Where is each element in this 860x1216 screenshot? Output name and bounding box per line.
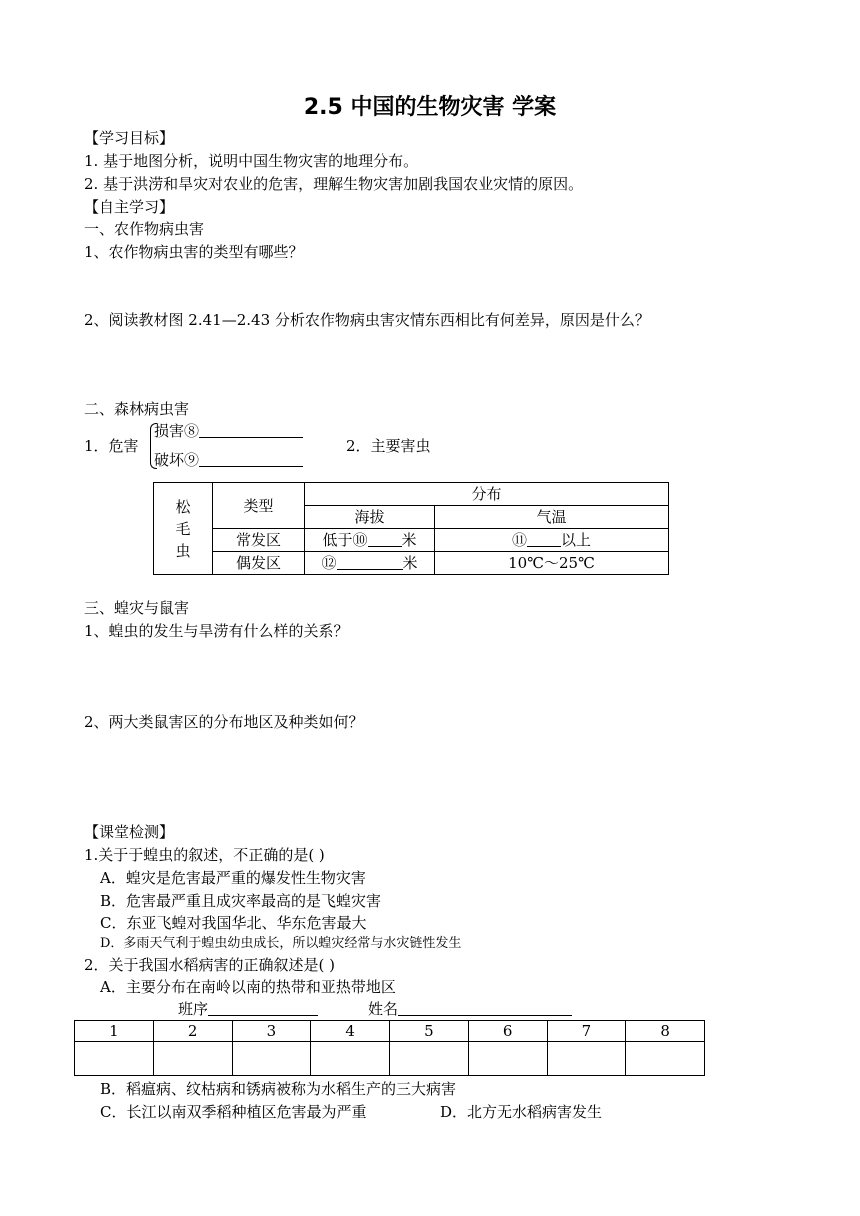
row-2-alt: [305, 552, 435, 575]
check-q2-option-a: A．主要分布在南岭以南的热带和亚热带地区: [100, 978, 396, 996]
answer-col-header: 6: [468, 1021, 547, 1042]
blank-8[interactable]: [199, 423, 303, 438]
section-3-title: 三、蝗灾与鼠害: [84, 599, 190, 617]
pest-label: 2．主要害虫: [346, 437, 431, 455]
harm-item-a: [154, 421, 303, 441]
check-q1-option-d: D．多雨天气利于蝗虫幼虫成长，所以蝗灾经常与水灾链性发生: [100, 936, 462, 951]
name-input[interactable]: [398, 1001, 572, 1016]
row-label-char-2: 毛: [175, 519, 191, 538]
harm-label: 1．危害: [84, 437, 139, 455]
answer-col-header: 1: [75, 1021, 154, 1042]
section-1-question-2: 2、阅读教材图 2.41—2.43 分析农作物病虫害灾情东西相比有何差异，原因是什么？: [84, 311, 650, 329]
pine-caterpillar-table: [153, 482, 669, 575]
harm-item-a-label: 损害⑧: [154, 422, 200, 440]
row-2-alt-post: 米: [402, 554, 418, 572]
answer-cell[interactable]: [390, 1042, 469, 1076]
answer-cell[interactable]: [75, 1042, 154, 1076]
blank-12[interactable]: [337, 555, 403, 570]
section-3-question-2: 2、两大类鼠害区的分布地区及种类如何？: [84, 713, 364, 731]
check-q2-option-d: D．北方无水稻病害发生: [440, 1103, 603, 1121]
class-label: 班序: [178, 1000, 209, 1018]
answer-cell[interactable]: [468, 1042, 547, 1076]
row-label-char-1: 松: [175, 497, 191, 516]
check-q2-option-c: C．长江以南双季稻种植区危害最为严重: [100, 1103, 367, 1121]
col-alt-header: 海拔: [305, 506, 435, 529]
section-1-title: 一、农作物病虫害: [84, 220, 205, 238]
blank-10[interactable]: [368, 532, 402, 547]
check-q1-option-c: C．东亚飞蝗对我国华北、华东危害最大: [100, 914, 367, 932]
blank-11[interactable]: [527, 532, 561, 547]
row-label-char-3: 虫: [175, 541, 191, 560]
check-q1-option-a: A．蝗灾是危害最严重的爆发性生物灾害: [100, 869, 366, 887]
check-header: 【课堂检测】: [84, 823, 175, 841]
col-dist-header: 分布: [305, 483, 669, 506]
row-1-temp-pre: ⑪: [511, 531, 527, 549]
row-2-temp: 10℃～25℃: [435, 552, 669, 575]
row-1-temp-post: 以上: [561, 531, 592, 549]
answer-cell[interactable]: [153, 1042, 232, 1076]
answer-col-header: 4: [311, 1021, 390, 1042]
answer-cell[interactable]: [311, 1042, 390, 1076]
section-3-question-1: 1、蝗虫的发生与旱涝有什么样的关系？: [84, 622, 349, 640]
check-q2-option-b: B．稻瘟病、纹枯病和锈病被称为水稻生产的三大病害: [100, 1080, 457, 1098]
check-q2-stem: 2．关于我国水稻病害的正确叙述是( ): [84, 956, 336, 974]
answer-table: [74, 1020, 705, 1076]
self-study-header: 【自主学习】: [84, 198, 175, 216]
blank-9[interactable]: [199, 452, 303, 467]
page-title: 2.5 中国的生物灾害 学案: [303, 95, 557, 120]
row-2-alt-pre: ⑫: [321, 554, 337, 572]
section-2-title: 二、森林病虫害: [84, 400, 190, 418]
section-1-question-1: 1、农作物病虫害的类型有哪些？: [84, 243, 304, 261]
answer-col-header: 2: [153, 1021, 232, 1042]
row-1-alt-pre: 低于⑩: [322, 531, 368, 549]
answer-cell[interactable]: [626, 1042, 705, 1076]
class-field: [178, 999, 318, 1019]
row-2-type: 偶发区: [213, 552, 305, 575]
check-q1-option-b: B．危害最严重且成灾率最高的是飞蝗灾害: [100, 892, 382, 910]
answer-col-header: 7: [547, 1021, 626, 1042]
goal-item-2: 2. 基于洪涝和旱灾对农业的危害，理解生物灾害加剧我国农业灾情的原因。: [84, 175, 584, 193]
name-field: [368, 999, 572, 1019]
goal-item-1: 1. 基于地图分析，说明中国生物灾害的地理分布。: [84, 152, 419, 170]
goals-header: 【学习目标】: [84, 129, 175, 147]
answer-col-header: 3: [232, 1021, 311, 1042]
col-type-header: 类型: [213, 483, 305, 529]
col-temp-header: 气温: [435, 506, 669, 529]
row-label-cell: [154, 483, 213, 575]
answer-cell[interactable]: [232, 1042, 311, 1076]
row-1-alt-post: 米: [401, 531, 417, 549]
check-q1-stem: 1.关于于蝗虫的叙述，不正确的是( ): [84, 846, 325, 864]
row-1-temp: [435, 529, 669, 552]
name-label: 姓名: [368, 1000, 399, 1018]
answer-cell[interactable]: [547, 1042, 626, 1076]
answer-col-header: 5: [390, 1021, 469, 1042]
harm-item-b-label: 破坏⑨: [154, 451, 200, 469]
answer-col-header: 8: [626, 1021, 705, 1042]
row-1-type: 常发区: [213, 529, 305, 552]
class-input[interactable]: [208, 1001, 318, 1016]
row-1-alt: [305, 529, 435, 552]
harm-item-b: [154, 450, 303, 470]
